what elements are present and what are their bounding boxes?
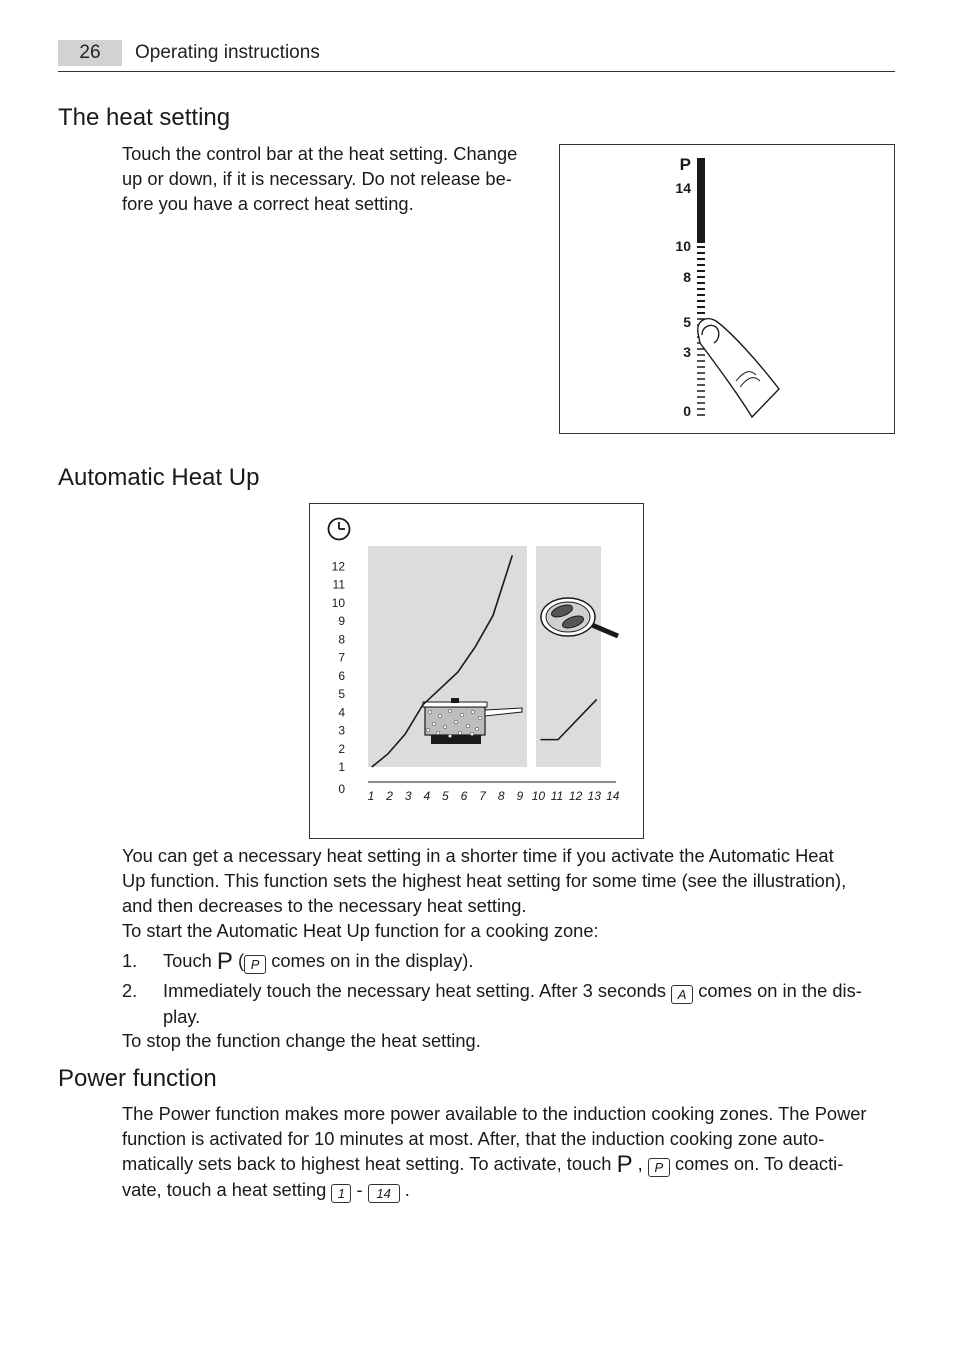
y-tick-label: 9 xyxy=(338,614,345,628)
x-tick-label: 11 xyxy=(550,789,564,803)
x-tick-label: 12 xyxy=(568,789,583,803)
bar-label-p: P xyxy=(679,155,691,174)
step-2 xyxy=(122,978,912,1030)
y-tick-label: 6 xyxy=(338,668,345,683)
bubble xyxy=(466,724,469,727)
y-tick-label: 7 xyxy=(338,650,345,665)
auto-heat-line: and then decreases to the necessary heat setting. xyxy=(122,895,527,916)
auto-heat-line: You can get a necessary heat setting in a shorter time if you activate the Automatic Heat xyxy=(122,845,834,866)
auto-heat-heading: Automatic Heat Up xyxy=(58,464,260,491)
heat-setting-line: fore you have a correct heat setting. xyxy=(122,193,414,214)
x-tick-label: 9 xyxy=(516,789,524,803)
bar-label-8: 8 xyxy=(683,269,691,285)
a-display-icon: A xyxy=(671,985,693,1004)
stop-text: To stop the function change the heat setting. xyxy=(122,1030,481,1051)
p-display-icon: P xyxy=(648,1158,670,1177)
cooking-panel xyxy=(536,546,601,767)
bubble xyxy=(448,734,451,737)
power-end: . xyxy=(404,1179,410,1200)
bubble xyxy=(436,731,439,734)
step-number: 2. xyxy=(122,980,138,1001)
bubble xyxy=(443,725,446,728)
auto-heat-line: Up function. This function sets the highest heat setting for some time (see the illustration), xyxy=(122,870,847,891)
p-symbol-icon: P xyxy=(216,948,233,975)
step-text xyxy=(163,948,473,974)
y-tick-label: 11 xyxy=(332,577,345,592)
auto-heat-chart-frame xyxy=(309,503,644,839)
control-bar-illustration xyxy=(559,144,895,434)
y-tick-label: 3 xyxy=(338,723,345,738)
y-tick-label: 5 xyxy=(338,687,345,701)
step-2-line2: play. xyxy=(163,1006,201,1027)
clock-icon xyxy=(329,519,350,540)
bar-label-5: 5 xyxy=(683,314,691,330)
step-2-after: comes on in the dis- xyxy=(698,980,862,1001)
power-sep: , xyxy=(637,1153,643,1174)
power-line xyxy=(122,1151,912,1177)
frying-pan-icon xyxy=(541,598,618,636)
power-line4-before: vate, touch a heat setting xyxy=(122,1179,327,1200)
step-1-paren: ( xyxy=(238,950,245,971)
bar-label-14: 14 xyxy=(675,180,691,196)
y-tick-label: 12 xyxy=(331,559,345,574)
bubble xyxy=(448,709,451,712)
x-tick-label: 4 xyxy=(423,789,431,803)
bar-label-10: 10 xyxy=(675,238,691,254)
y-tick-label: 4 xyxy=(338,705,345,720)
x-tick-labels xyxy=(368,789,620,803)
y-tick-label: 10 xyxy=(331,595,345,610)
bubble xyxy=(471,710,474,713)
step-number: 1. xyxy=(122,950,138,971)
y-tick-label: 0 xyxy=(338,782,345,796)
p-symbol-icon: P xyxy=(616,1151,633,1178)
x-tick-label: 10 xyxy=(531,789,546,803)
heat-setting-line: Touch the control bar at the heat setting. Change xyxy=(122,143,518,164)
bubble xyxy=(428,710,431,713)
bubble xyxy=(432,722,435,725)
x-tick-label: 2 xyxy=(386,789,393,803)
bubble xyxy=(475,727,478,730)
x-tick-label: 14 xyxy=(606,789,620,803)
bubble xyxy=(458,731,461,734)
p-display-icon: P xyxy=(244,955,266,974)
auto-heat-text xyxy=(122,843,846,943)
step-1 xyxy=(122,948,902,974)
y-tick-labels xyxy=(332,559,346,796)
power-heading: Power function xyxy=(58,1065,217,1092)
control-bar-figure xyxy=(560,145,894,433)
power-line3-before: matically sets back to highest heat setting. To activate, touch xyxy=(122,1153,612,1174)
bar-label-0: 0 xyxy=(683,403,691,419)
bubble xyxy=(478,716,481,719)
x-tick-label: 13 xyxy=(587,789,601,803)
x-tick-label: 7 xyxy=(479,789,486,803)
bubble xyxy=(460,713,463,716)
power-dash: - xyxy=(356,1179,363,1200)
y-tick-label: 1 xyxy=(338,760,345,774)
bubble xyxy=(470,732,473,735)
step-text xyxy=(163,978,913,1029)
setting-1-icon: 1 xyxy=(331,1184,351,1203)
x-tick-label: 6 xyxy=(460,789,468,803)
step-2-before: Immediately touch the necessary heat setting. After 3 seconds xyxy=(163,980,667,1001)
header-rule xyxy=(58,71,895,72)
x-tick-label: 8 xyxy=(497,789,505,803)
y-tick-label: 8 xyxy=(338,632,345,647)
bubble xyxy=(426,728,429,731)
bubble xyxy=(454,720,457,723)
setting-14-icon: 14 xyxy=(368,1184,400,1203)
control-bar-solid xyxy=(697,158,705,243)
running-header: Operating instructions xyxy=(135,42,320,63)
power-line: function is activated for 10 minutes at most. After, that the induction cooking zone auto- xyxy=(122,1128,825,1149)
auto-heat-line: To start the Automatic Heat Up function for a cooking zone: xyxy=(122,920,599,941)
auto-heat-chart xyxy=(310,504,643,838)
heat-setting-heading: The heat setting xyxy=(58,104,231,131)
power-line xyxy=(122,1177,912,1203)
step-1-before: Touch xyxy=(163,950,212,971)
x-tick-label: 5 xyxy=(442,789,449,803)
heat-setting-text xyxy=(122,141,517,216)
heat-setting-line: up or down, if it is necessary. Do not release be- xyxy=(122,168,512,189)
y-tick-label: 2 xyxy=(338,741,345,756)
bar-label-3: 3 xyxy=(683,344,691,360)
page-number: 26 xyxy=(58,40,122,66)
x-tick-label: 1 xyxy=(367,789,375,803)
step-1-after: comes on in the display). xyxy=(271,950,474,971)
power-line: The Power function makes more power available to the induction cooking zones. The Power xyxy=(122,1103,867,1124)
finger-icon xyxy=(698,319,779,417)
power-line3-after: comes on. To deacti- xyxy=(674,1153,844,1174)
bubble xyxy=(438,714,441,717)
x-tick-label: 3 xyxy=(404,789,412,803)
power-text xyxy=(122,1101,912,1203)
